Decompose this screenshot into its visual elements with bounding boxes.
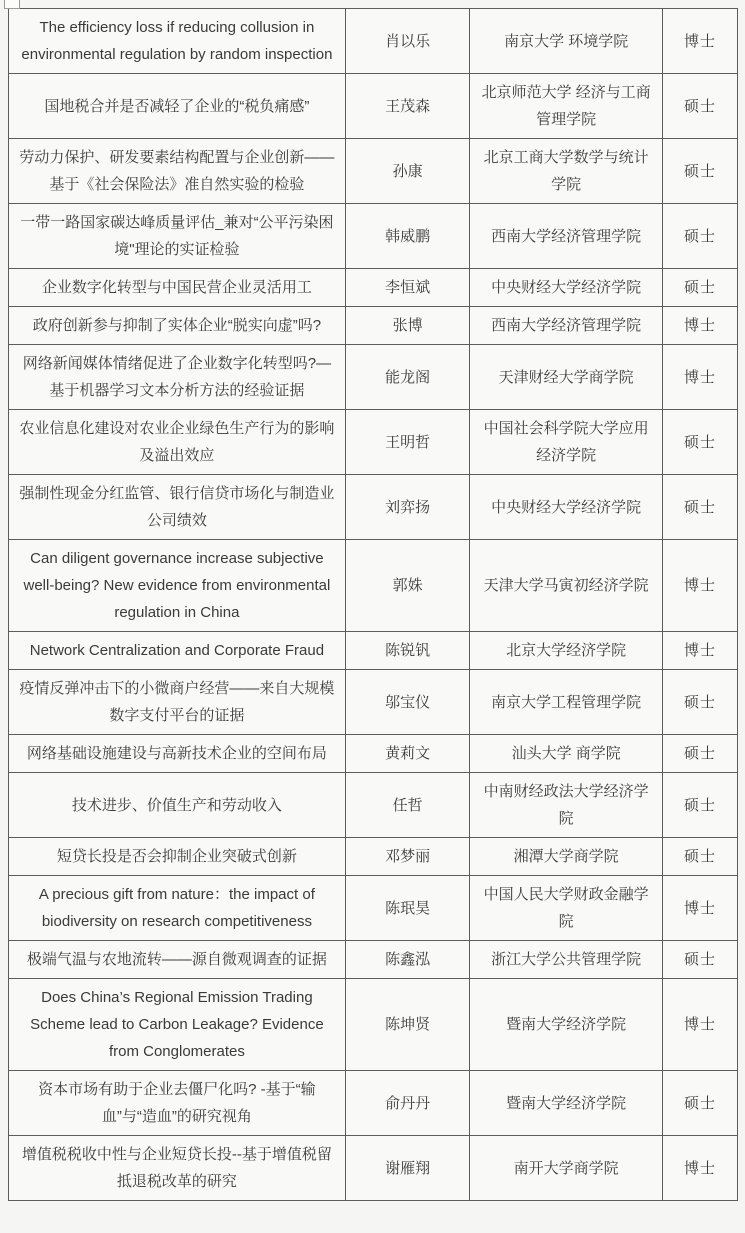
institution: 中国人民大学财政金融学院 [470,876,662,941]
institution: 暨南大学经济学院 [470,1071,662,1136]
paper-title: 一带一路国家碳达峰质量评估_兼对“公平污染困境"理论的实证检验 [9,204,346,269]
author-name: 俞丹丹 [345,1071,470,1136]
author-name: 刘弈扬 [345,475,470,540]
institution: 浙江大学公共管理学院 [470,941,662,979]
degree: 硕士 [662,269,737,307]
paper-title: 企业数字化转型与中国民营企业灵活用工 [9,269,346,307]
table-row [9,838,738,876]
author-name: 王明哲 [345,410,470,475]
degree: 硕士 [662,1071,737,1136]
author-name: 邓梦丽 [345,838,470,876]
institution: 北京工商大学数学与统计学院 [470,139,662,204]
table-row [9,204,738,269]
paper-title: Can diligent governance increase subjective well-being? New evidence from environmental regulation in China [9,540,346,632]
table-row [9,1136,738,1201]
author-name: 陈鑫泓 [345,941,470,979]
degree: 硕士 [662,773,737,838]
table-row [9,269,738,307]
table-row [9,74,738,139]
author-name: 李恒斌 [345,269,470,307]
degree: 博士 [662,979,737,1071]
institution: 中南财经政法大学经济学院 [470,773,662,838]
paper-title: Does China’s Regional Emission Trading Scheme lead to Carbon Leakage? Evidence from Conglomerates [9,979,346,1071]
institution: 汕头大学 商学院 [470,735,662,773]
degree: 博士 [662,1136,737,1201]
table-row [9,773,738,838]
paper-title: A precious gift from nature：the impact of biodiversity on research competitiveness [9,876,346,941]
paper-title: 劳动力保护、研发要素结构配置与企业创新——基于《社会保险法》准自然实验的检验 [9,139,346,204]
degree: 博士 [662,9,737,74]
table-row [9,735,738,773]
table-row [9,307,738,345]
degree: 硕士 [662,670,737,735]
author-name: 谢雁翔 [345,1136,470,1201]
degree: 硕士 [662,941,737,979]
institution: 西南大学经济管理学院 [470,204,662,269]
paper-title: 技术进步、价值生产和劳动收入 [9,773,346,838]
table-row [9,632,738,670]
table-row [9,670,738,735]
author-name: 黄莉文 [345,735,470,773]
degree: 硕士 [662,74,737,139]
paper-title: 短贷长投是否会抑制企业突破式创新 [9,838,346,876]
institution: 北京大学经济学院 [470,632,662,670]
papers-table [8,8,738,1201]
paper-title: Network Centralization and Corporate Fraud [9,632,346,670]
author-name: 陈珉昊 [345,876,470,941]
author-name: 邬宝仪 [345,670,470,735]
institution: 西南大学经济管理学院 [470,307,662,345]
author-name: 能龙阁 [345,345,470,410]
table-row [9,876,738,941]
institution: 暨南大学经济学院 [470,979,662,1071]
institution: 南京大学 环境学院 [470,9,662,74]
papers-table-body [9,9,738,1201]
paper-title: The efficiency loss if reducing collusion in environmental regulation by random inspection [9,9,346,74]
table-row [9,139,738,204]
paper-title: 国地税合并是否减轻了企业的“税负痛感” [9,74,346,139]
table-row [9,345,738,410]
degree: 硕士 [662,735,737,773]
degree: 博士 [662,345,737,410]
author-name: 张博 [345,307,470,345]
paper-title: 资本市场有助于企业去僵尸化吗? -基于“输血”与“造血”的研究视角 [9,1071,346,1136]
table-row [9,9,738,74]
author-name: 肖以乐 [345,9,470,74]
institution: 北京师范大学 经济与工商管理学院 [470,74,662,139]
author-name: 韩威鹏 [345,204,470,269]
paper-title: 网络新闻媒体情绪促进了企业数字化转型吗?—基于机器学习文本分析方法的经验证据 [9,345,346,410]
paper-title: 极端气温与农地流转——源自微观调查的证据 [9,941,346,979]
degree: 硕士 [662,204,737,269]
paper-title: 强制性现金分红监管、银行信贷市场化与制造业公司绩效 [9,475,346,540]
institution: 南开大学商学院 [470,1136,662,1201]
paper-title: 政府创新参与抑制了实体企业“脱实向虚”吗? [9,307,346,345]
institution: 天津大学马寅初经济学院 [470,540,662,632]
degree: 硕士 [662,139,737,204]
degree: 硕士 [662,838,737,876]
table-row [9,979,738,1071]
institution: 南京大学工程管理学院 [470,670,662,735]
paper-title: 农业信息化建设对农业企业绿色生产行为的影响及溢出效应 [9,410,346,475]
author-name: 任哲 [345,773,470,838]
corner-artifact [4,0,20,9]
paper-title: 疫情反弹冲击下的小微商户经营——来自大规模数字支付平台的证据 [9,670,346,735]
degree: 博士 [662,632,737,670]
institution: 中央财经大学经济学院 [470,269,662,307]
degree: 硕士 [662,410,737,475]
institution: 天津财经大学商学院 [470,345,662,410]
author-name: 王茂森 [345,74,470,139]
table-row [9,1071,738,1136]
table-row [9,540,738,632]
author-name: 陈锐钒 [345,632,470,670]
degree: 博士 [662,307,737,345]
institution: 中国社会科学院大学应用经济学院 [470,410,662,475]
author-name: 陈坤贤 [345,979,470,1071]
paper-title: 增值税税收中性与企业短贷长投--基于增值税留抵退税改革的研究 [9,1136,346,1201]
table-row [9,475,738,540]
author-name: 孙康 [345,139,470,204]
institution: 中央财经大学经济学院 [470,475,662,540]
degree: 硕士 [662,475,737,540]
author-name: 郭姝 [345,540,470,632]
table-row [9,941,738,979]
paper-title: 网络基础设施建设与高新技术企业的空间布局 [9,735,346,773]
institution: 湘潭大学商学院 [470,838,662,876]
degree: 博士 [662,540,737,632]
table-row [9,410,738,475]
degree: 博士 [662,876,737,941]
